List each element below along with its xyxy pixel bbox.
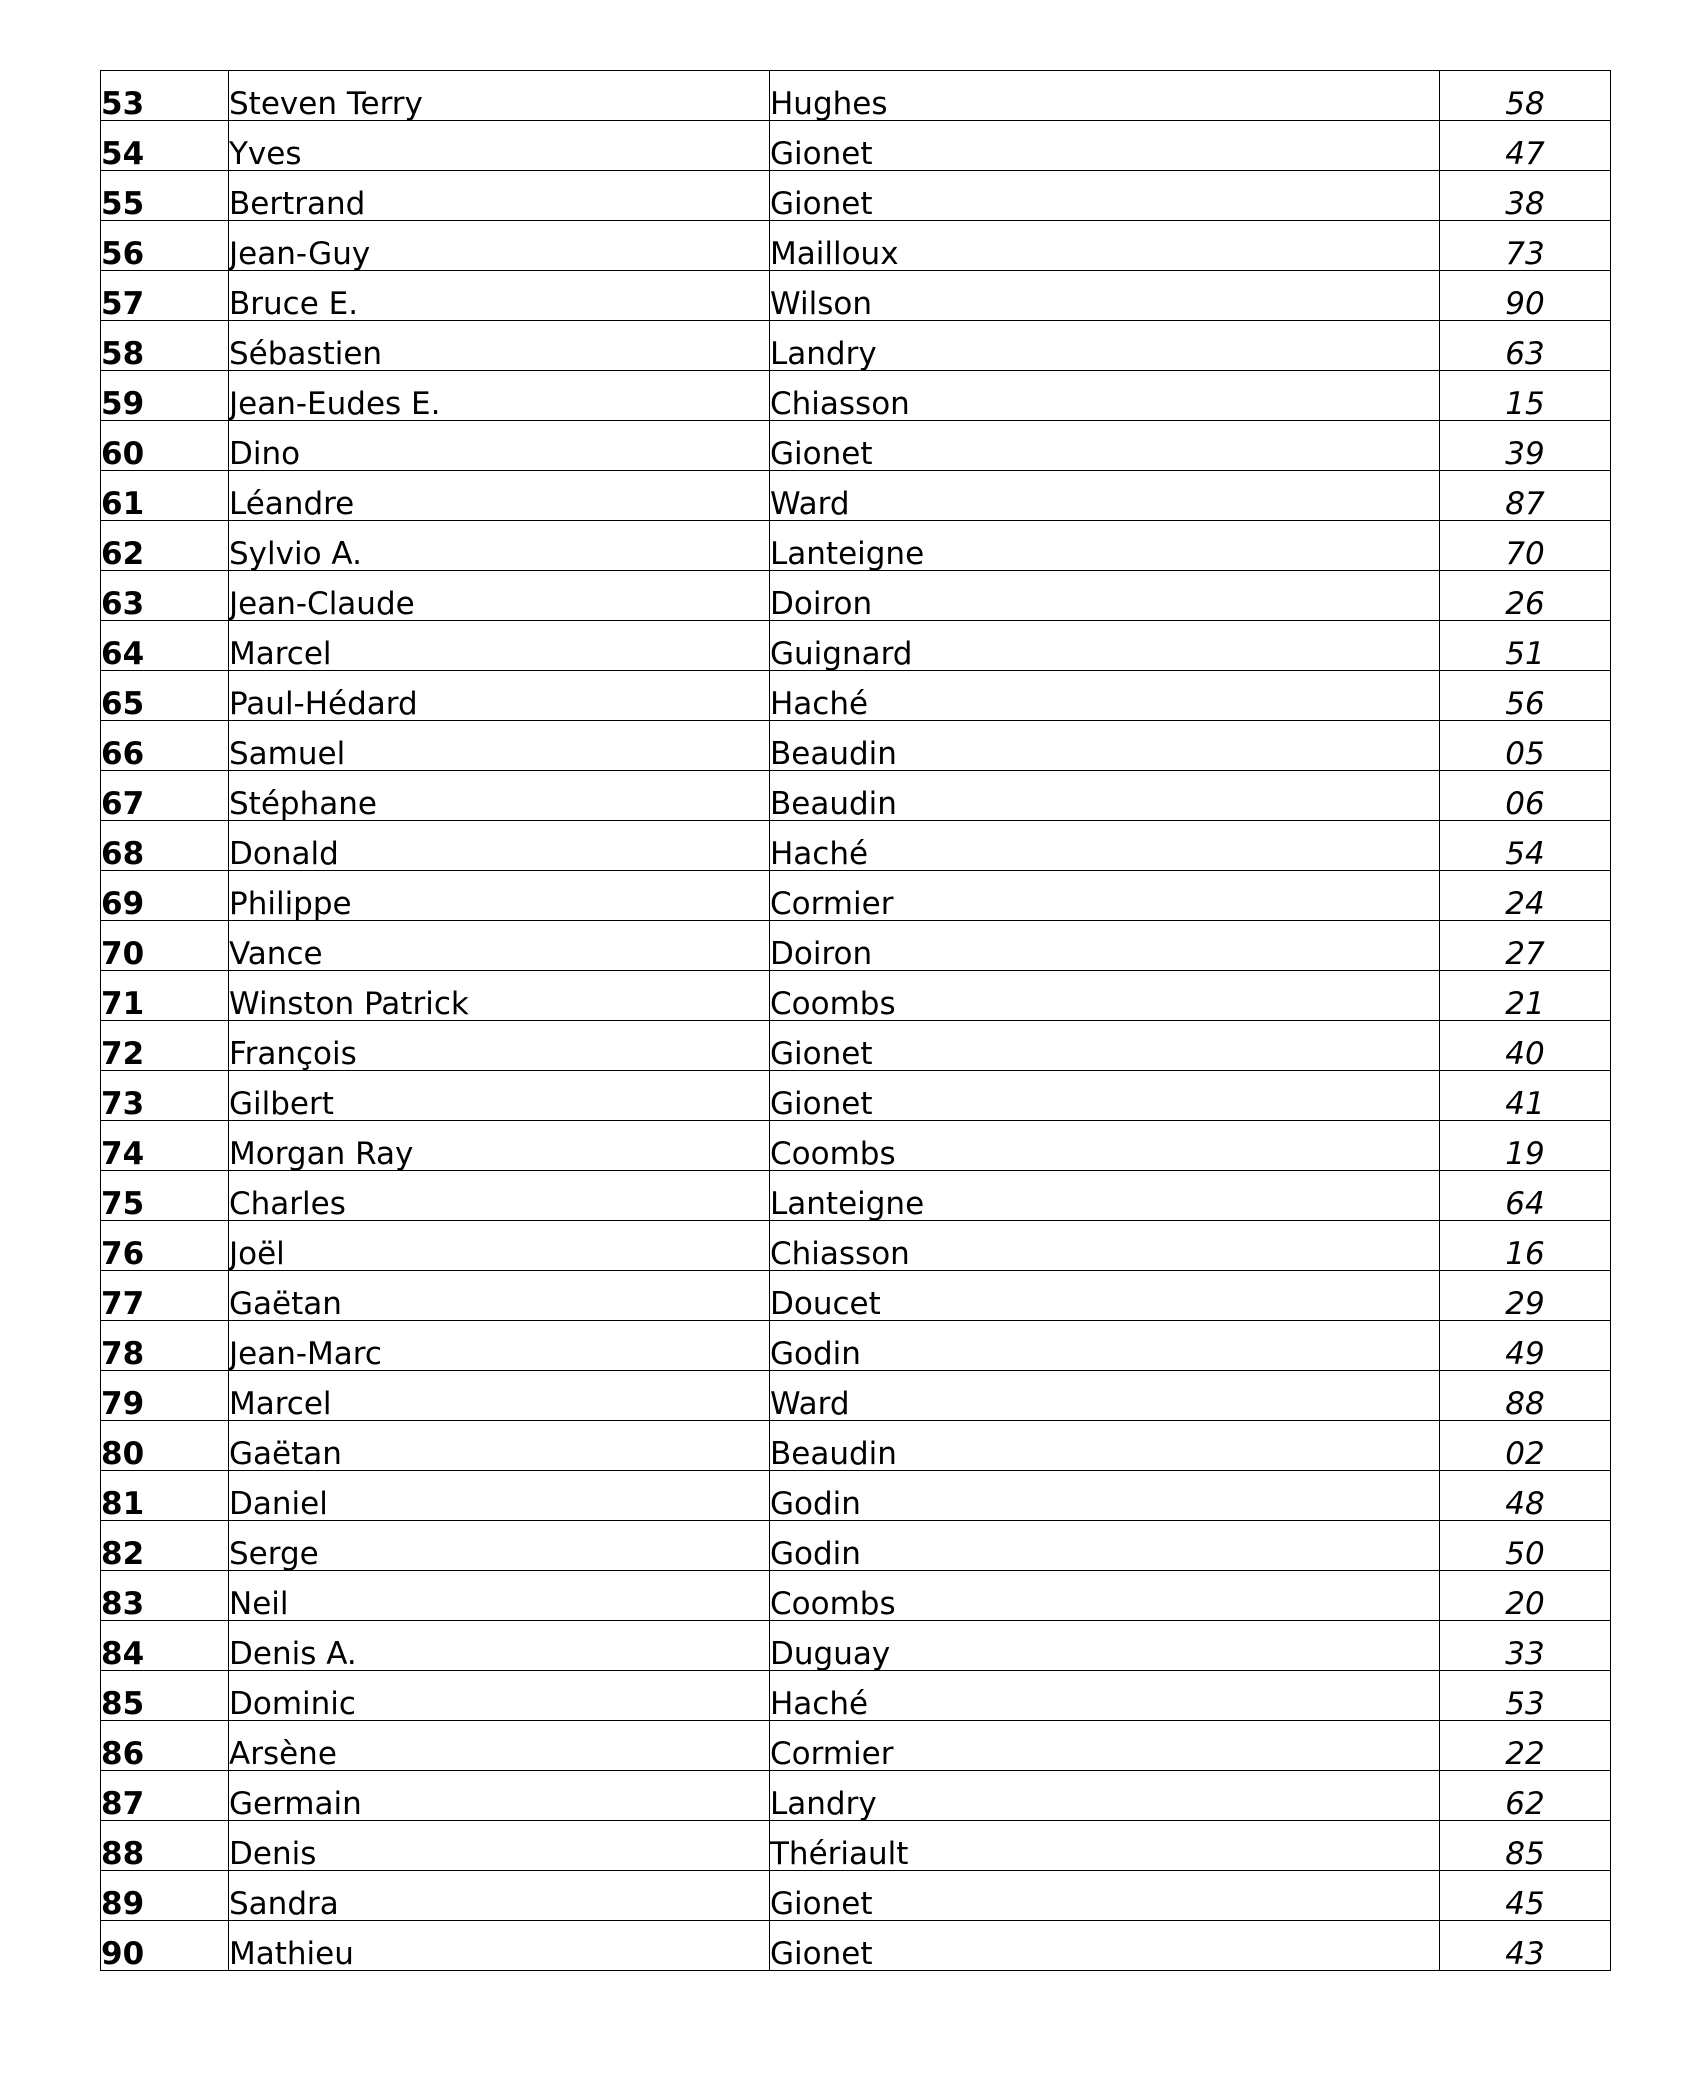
first-name-cell: Jean-Claude: [229, 571, 770, 621]
row-number: 81: [101, 1471, 229, 1521]
code-cell: 85: [1440, 1821, 1611, 1871]
code-cell: 27: [1440, 921, 1611, 971]
table-row: [101, 1321, 1611, 1371]
first-name-cell: François: [229, 1021, 770, 1071]
first-name-cell: Philippe: [229, 871, 770, 921]
first-name-cell: Jean-Marc: [229, 1321, 770, 1371]
code-cell: 02: [1440, 1421, 1611, 1471]
row-number: 90: [101, 1921, 229, 1971]
table-row: [101, 521, 1611, 571]
code-cell: 49: [1440, 1321, 1611, 1371]
row-number: 69: [101, 871, 229, 921]
table-row: [101, 1821, 1611, 1871]
code-cell: 15: [1440, 371, 1611, 421]
first-name-cell: Mathieu: [229, 1921, 770, 1971]
last-name-cell: Wilson: [770, 271, 1440, 321]
code-cell: 64: [1440, 1171, 1611, 1221]
table-row: [101, 1071, 1611, 1121]
table-row: [101, 1521, 1611, 1571]
table-row: [101, 471, 1611, 521]
last-name-cell: Landry: [770, 321, 1440, 371]
row-number: 70: [101, 921, 229, 971]
table-row: [101, 1121, 1611, 1171]
table-row: [101, 1421, 1611, 1471]
last-name-cell: Gionet: [770, 1071, 1440, 1121]
last-name-cell: Gionet: [770, 1871, 1440, 1921]
row-number: 83: [101, 1571, 229, 1621]
code-cell: 06: [1440, 771, 1611, 821]
last-name-cell: Godin: [770, 1321, 1440, 1371]
first-name-cell: Samuel: [229, 721, 770, 771]
row-number: 66: [101, 721, 229, 771]
table-row: [101, 221, 1611, 271]
row-number: 57: [101, 271, 229, 321]
table-row: [101, 1221, 1611, 1271]
code-cell: 45: [1440, 1871, 1611, 1921]
last-name-cell: Beaudin: [770, 721, 1440, 771]
code-cell: 16: [1440, 1221, 1611, 1271]
table-row: [101, 1471, 1611, 1521]
code-cell: 58: [1440, 71, 1611, 121]
first-name-cell: Sébastien: [229, 321, 770, 371]
last-name-cell: Doiron: [770, 921, 1440, 971]
last-name-cell: Gionet: [770, 171, 1440, 221]
table-row: [101, 971, 1611, 1021]
first-name-cell: Gaëtan: [229, 1421, 770, 1471]
row-number: 63: [101, 571, 229, 621]
table-row: [101, 671, 1611, 721]
code-cell: 62: [1440, 1771, 1611, 1821]
first-name-cell: Joël: [229, 1221, 770, 1271]
first-name-cell: Dominic: [229, 1671, 770, 1721]
first-name-cell: Paul-Hédard: [229, 671, 770, 721]
row-number: 58: [101, 321, 229, 371]
last-name-cell: Ward: [770, 1371, 1440, 1421]
table-row: [101, 1271, 1611, 1321]
table-row: [101, 1571, 1611, 1621]
table-row: [101, 1721, 1611, 1771]
last-name-cell: Doiron: [770, 571, 1440, 621]
last-name-cell: Beaudin: [770, 1421, 1440, 1471]
code-cell: 41: [1440, 1071, 1611, 1121]
last-name-cell: Doucet: [770, 1271, 1440, 1321]
row-number: 89: [101, 1871, 229, 1921]
table-row: [101, 71, 1611, 121]
code-cell: 26: [1440, 571, 1611, 621]
first-name-cell: Sandra: [229, 1871, 770, 1921]
last-name-cell: Chiasson: [770, 371, 1440, 421]
row-number: 53: [101, 71, 229, 121]
last-name-cell: Haché: [770, 821, 1440, 871]
roster-table-body: [101, 71, 1611, 1971]
row-number: 78: [101, 1321, 229, 1371]
last-name-cell: Landry: [770, 1771, 1440, 1821]
row-number: 85: [101, 1671, 229, 1721]
last-name-cell: Duguay: [770, 1621, 1440, 1671]
row-number: 64: [101, 621, 229, 671]
last-name-cell: Chiasson: [770, 1221, 1440, 1271]
table-row: [101, 271, 1611, 321]
code-cell: 24: [1440, 871, 1611, 921]
roster-table: [100, 70, 1611, 1971]
table-row: [101, 571, 1611, 621]
table-row: [101, 721, 1611, 771]
code-cell: 33: [1440, 1621, 1611, 1671]
code-cell: 90: [1440, 271, 1611, 321]
row-number: 80: [101, 1421, 229, 1471]
last-name-cell: Ward: [770, 471, 1440, 521]
code-cell: 43: [1440, 1921, 1611, 1971]
first-name-cell: Winston Patrick: [229, 971, 770, 1021]
row-number: 61: [101, 471, 229, 521]
first-name-cell: Léandre: [229, 471, 770, 521]
code-cell: 47: [1440, 121, 1611, 171]
table-row: [101, 621, 1611, 671]
last-name-cell: Haché: [770, 671, 1440, 721]
first-name-cell: Germain: [229, 1771, 770, 1821]
table-row: [101, 1921, 1611, 1971]
last-name-cell: Cormier: [770, 871, 1440, 921]
last-name-cell: Thériault: [770, 1821, 1440, 1871]
row-number: 87: [101, 1771, 229, 1821]
first-name-cell: Denis A.: [229, 1621, 770, 1671]
code-cell: 48: [1440, 1471, 1611, 1521]
code-cell: 22: [1440, 1721, 1611, 1771]
first-name-cell: Steven Terry: [229, 71, 770, 121]
table-row: [101, 921, 1611, 971]
code-cell: 39: [1440, 421, 1611, 471]
last-name-cell: Lanteigne: [770, 521, 1440, 571]
last-name-cell: Beaudin: [770, 771, 1440, 821]
code-cell: 29: [1440, 1271, 1611, 1321]
first-name-cell: Vance: [229, 921, 770, 971]
table-row: [101, 1771, 1611, 1821]
table-row: [101, 1671, 1611, 1721]
row-number: 68: [101, 821, 229, 871]
code-cell: 53: [1440, 1671, 1611, 1721]
code-cell: 50: [1440, 1521, 1611, 1571]
last-name-cell: Guignard: [770, 621, 1440, 671]
row-number: 60: [101, 421, 229, 471]
row-number: 71: [101, 971, 229, 1021]
row-number: 77: [101, 1271, 229, 1321]
code-cell: 63: [1440, 321, 1611, 371]
table-row: [101, 1371, 1611, 1421]
code-cell: 51: [1440, 621, 1611, 671]
first-name-cell: Gaëtan: [229, 1271, 770, 1321]
code-cell: 73: [1440, 221, 1611, 271]
row-number: 72: [101, 1021, 229, 1071]
first-name-cell: Neil: [229, 1571, 770, 1621]
last-name-cell: Hughes: [770, 71, 1440, 121]
row-number: 73: [101, 1071, 229, 1121]
first-name-cell: Serge: [229, 1521, 770, 1571]
row-number: 59: [101, 371, 229, 421]
code-cell: 05: [1440, 721, 1611, 771]
first-name-cell: Marcel: [229, 621, 770, 671]
table-row: [101, 171, 1611, 221]
table-row: [101, 421, 1611, 471]
last-name-cell: Gionet: [770, 1921, 1440, 1971]
table-row: [101, 871, 1611, 921]
first-name-cell: Donald: [229, 821, 770, 871]
last-name-cell: Haché: [770, 1671, 1440, 1721]
first-name-cell: Denis: [229, 1821, 770, 1871]
code-cell: 54: [1440, 821, 1611, 871]
table-row: [101, 771, 1611, 821]
row-number: 55: [101, 171, 229, 221]
first-name-cell: Arsène: [229, 1721, 770, 1771]
code-cell: 87: [1440, 471, 1611, 521]
code-cell: 56: [1440, 671, 1611, 721]
last-name-cell: Coombs: [770, 1571, 1440, 1621]
first-name-cell: Bruce E.: [229, 271, 770, 321]
first-name-cell: Charles: [229, 1171, 770, 1221]
table-row: [101, 371, 1611, 421]
last-name-cell: Godin: [770, 1521, 1440, 1571]
first-name-cell: Dino: [229, 421, 770, 471]
row-number: 74: [101, 1121, 229, 1171]
last-name-cell: Lanteigne: [770, 1171, 1440, 1221]
row-number: 75: [101, 1171, 229, 1221]
row-number: 76: [101, 1221, 229, 1271]
code-cell: 70: [1440, 521, 1611, 571]
table-row: [101, 121, 1611, 171]
first-name-cell: Yves: [229, 121, 770, 171]
table-row: [101, 1021, 1611, 1071]
last-name-cell: Gionet: [770, 121, 1440, 171]
row-number: 82: [101, 1521, 229, 1571]
row-number: 54: [101, 121, 229, 171]
row-number: 67: [101, 771, 229, 821]
table-row: [101, 821, 1611, 871]
row-number: 65: [101, 671, 229, 721]
first-name-cell: Jean-Eudes E.: [229, 371, 770, 421]
last-name-cell: Godin: [770, 1471, 1440, 1521]
code-cell: 38: [1440, 171, 1611, 221]
row-number: 88: [101, 1821, 229, 1871]
last-name-cell: Coombs: [770, 971, 1440, 1021]
row-number: 62: [101, 521, 229, 571]
code-cell: 88: [1440, 1371, 1611, 1421]
first-name-cell: Bertrand: [229, 171, 770, 221]
first-name-cell: Stéphane: [229, 771, 770, 821]
first-name-cell: Gilbert: [229, 1071, 770, 1121]
first-name-cell: Morgan Ray: [229, 1121, 770, 1171]
code-cell: 21: [1440, 971, 1611, 1021]
last-name-cell: Cormier: [770, 1721, 1440, 1771]
row-number: 84: [101, 1621, 229, 1671]
code-cell: 19: [1440, 1121, 1611, 1171]
table-row: [101, 1871, 1611, 1921]
first-name-cell: Jean-Guy: [229, 221, 770, 271]
last-name-cell: Coombs: [770, 1121, 1440, 1171]
last-name-cell: Gionet: [770, 1021, 1440, 1071]
last-name-cell: Gionet: [770, 421, 1440, 471]
table-row: [101, 1171, 1611, 1221]
row-number: 56: [101, 221, 229, 271]
row-number: 86: [101, 1721, 229, 1771]
first-name-cell: Marcel: [229, 1371, 770, 1421]
last-name-cell: Mailloux: [770, 221, 1440, 271]
code-cell: 20: [1440, 1571, 1611, 1621]
code-cell: 40: [1440, 1021, 1611, 1071]
row-number: 79: [101, 1371, 229, 1421]
first-name-cell: Sylvio A.: [229, 521, 770, 571]
table-row: [101, 321, 1611, 371]
table-row: [101, 1621, 1611, 1671]
first-name-cell: Daniel: [229, 1471, 770, 1521]
